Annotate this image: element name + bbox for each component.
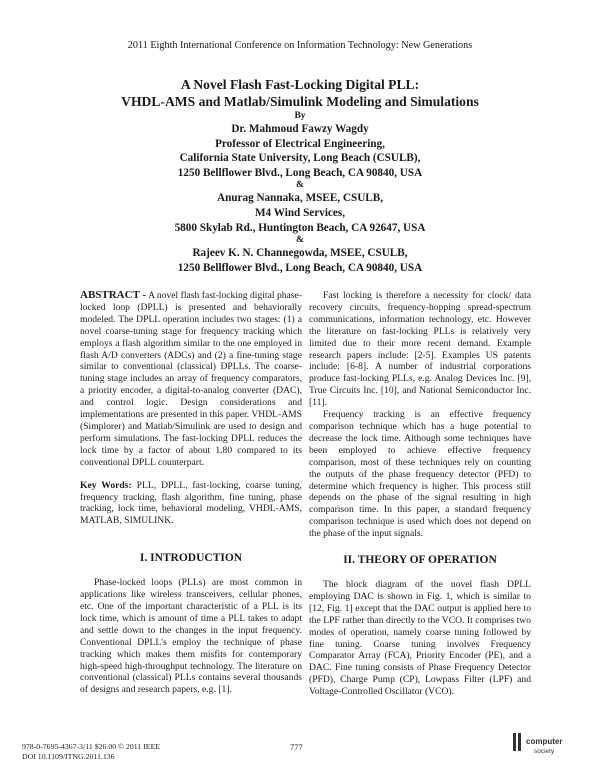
author-1-affiliation: California State University, Long Beach (CSULB), bbox=[179, 152, 421, 165]
author-2-name: Anurag Nannaka, MSEE, CSULB, bbox=[217, 192, 383, 205]
author-1-name: Dr. Mahmoud Fawzy Wagdy bbox=[231, 123, 369, 135]
paper-title-line-1: A Novel Flash Fast-Locking Digital PLL: bbox=[180, 77, 420, 92]
theory-paragraph: The block diagram of the novel flash DPLL employing DAC is shown in Fig. 1, which is similar to [12, Fig. 1] except that the DAC output is applied here to the LPF rather than directly to the VCO. It comprises two modes of operation, namely coarse tuning followed by fine tuning. Coarse tuning involves Frequency Comparator Array (FCA), Priority Encoder (PE), and a DAC. Fine tuning consists of Phase Frequency Detector (PFD), Charge Pump (CP), Lowpass Filter (LPF) and Voltage-Controlled Oscillator (VCO). bbox=[309, 579, 531, 698]
author-3-name: Rajeev K. N. Channegowda, MSEE, CSULB, bbox=[192, 247, 408, 260]
right-paragraph-1: Fast locking is therefore a necessity for clock/ data recovery circuits, frequency-hopping spread-spectrum communications, information technology, etc. However the literature on fast-locking PLLs is relatively very limited due to their more recent demand. Example research papers include: [2-5]. Examples US patents include: [6-8]. A number of industrial corporations produce fast-locking PLLs, e.g. Analog Devices Inc. [9], True Circuits Inc. [10], and National Semiconductor Inc. [11]. bbox=[309, 290, 531, 409]
author-2-address: 5800 Skylab Rd., Huntington Beach, CA 92647, USA bbox=[174, 221, 426, 234]
page-number: 777 bbox=[290, 742, 303, 752]
footer-identifiers bbox=[22, 742, 160, 762]
by-label: By bbox=[294, 111, 306, 121]
keywords bbox=[80, 480, 302, 528]
author-1-title: Professor of Electrical Engineering, bbox=[215, 137, 385, 150]
right-paragraph-2: Frequency tracking is an effective frequency comparison technique which has a huge potential to decrease the lock time. Although some techniques have been employed to achieve effective frequency comparison, most of these techniques rely on counting the outputs of the phase frequency detector (PFD) to determine which frequency is higher. This process still depends on the phase of the signal resulting in high comparison time. In this paper, a standard frequency comparison technique is used which does not depend on the phase of the input signals. bbox=[309, 409, 531, 540]
abstract-text: A novel flash fast-locking digital phase-locked loop (DPLL) is presented and behaviorally modeled. The DPLL operation includes two stages: (1) a novel coarse-tuning stage for frequency tracking which employs a flash algorithm similar to the one employed in flash A/D converters (ADCs) and (2) a fine-tuning stage similar to conventional (classical) DPLLs. The coarse-tuning stage includes an array of frequency comparators, a priority encoder, a digital-to-analog converter (DAC), and control logic. Design considerations and implementations are presented in this paper. VHDL-AMS (Simplorer) and Matlab/Simulink are used to design and perform simulations. The fast-locking DPLL reduces the lock time by a factor of about 1.80 compared to its conventional DPLL counterpart. bbox=[80, 290, 302, 468]
right-column bbox=[309, 290, 531, 698]
paper-title-line-2: VHDL-AMS and Matlab/Simulink Modeling and Simulations bbox=[121, 94, 479, 109]
title-block bbox=[0, 76, 600, 275]
author-2-employer: M4 Wind Services, bbox=[254, 206, 346, 219]
logo-text: computer bbox=[526, 737, 563, 746]
keywords-label: Key Words: bbox=[80, 479, 132, 491]
conference-header: 2011 Eighth International Conference on Information Technology: New Generations bbox=[127, 40, 473, 51]
abstract bbox=[80, 290, 302, 469]
author-1-address: 1250 Bellflower Blvd., Long Beach, CA 90840, USA bbox=[177, 166, 423, 179]
author-separator: & bbox=[296, 235, 304, 246]
computer-society-logo-icon bbox=[512, 731, 526, 753]
abstract-label: ABSTRACT - bbox=[80, 289, 147, 301]
computer-society-logo bbox=[512, 729, 572, 759]
author-3-address: 1250 Bellflower Blvd., Long Beach, CA 90840, USA bbox=[177, 261, 423, 274]
section-title-theory: II. THEORY OF OPERATION bbox=[343, 554, 497, 567]
logo-subtext: society bbox=[534, 748, 555, 755]
keywords-text: PLL, DPLL, fast-locking, coarse tuning, frequency tracking, flash algorithm, fine tuning, phase tracking, lock time, behavioral modeling, VHDL-AMS, MATLAB, SIMULINK. bbox=[80, 479, 302, 527]
introduction-paragraph: Phase-locked loops (PLLs) are most common in applications like wireless transceivers, cellular phones, etc. One of the important characteristic of a PLL is its lock time, which is amount of time a PLL takes to adapt and settle down to the changes in the input frequency. Conventional DPLL's employ the technique of phase tracking which makes them misfits for contemporary high-speed high-throughput technology. The literature on conventional (classical) PLLs contains several thousands of designs and research papers, e.g. [1]. bbox=[80, 577, 302, 696]
section-title-introduction: I. INTRODUCTION bbox=[139, 552, 243, 565]
footer-isbn: 978-0-7695-4367-3/11 $26.00 © 2011 IEEE bbox=[22, 742, 161, 751]
footer-doi: DOI 10.1109/ITNG.2011.136 bbox=[22, 752, 115, 761]
left-column bbox=[80, 290, 302, 696]
author-separator: & bbox=[296, 180, 304, 191]
